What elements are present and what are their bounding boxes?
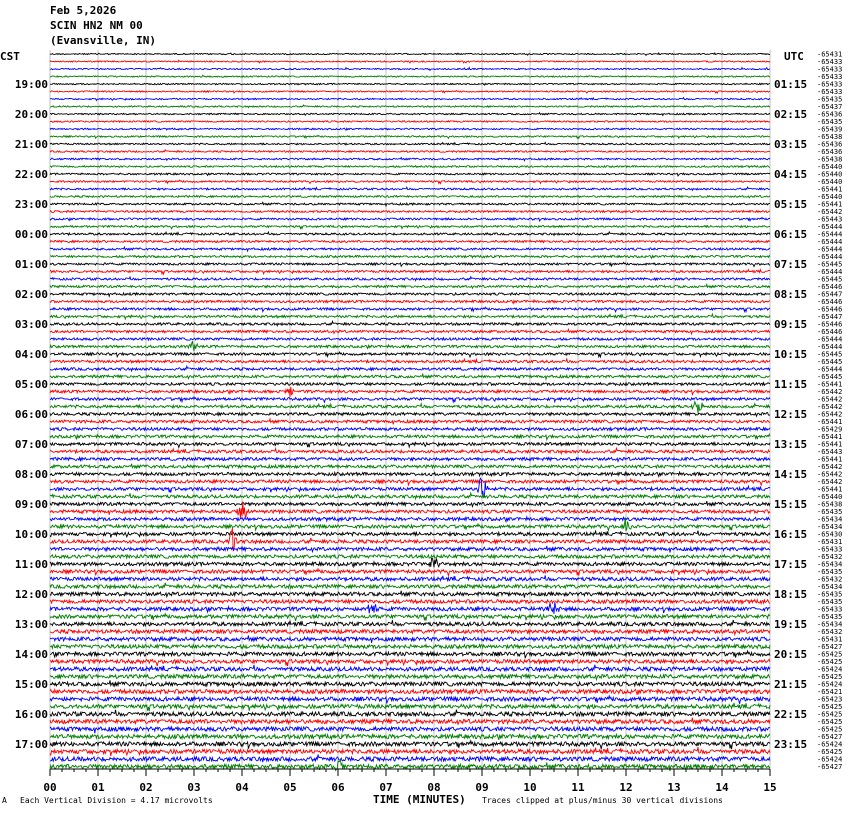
right-hour-label: 11:15	[774, 378, 808, 391]
station-code: SCIN HN2 NM 00	[50, 19, 143, 32]
trace-value-label: -65432	[817, 553, 843, 561]
trace-value-label: -65425	[817, 710, 843, 719]
trace-line	[50, 747, 770, 756]
trace-value-label: -65444	[817, 230, 843, 239]
trace-value-label: -65431	[817, 50, 843, 59]
trace-line	[50, 659, 770, 666]
trace-value-label: -65433	[817, 73, 843, 81]
trace-value-label: -65441	[817, 380, 843, 389]
trace-value-label: -65424	[817, 755, 843, 764]
trace-value-label: -65444	[817, 335, 843, 344]
trace-value-label: -65421	[817, 688, 843, 696]
left-hour-label: 10:00	[14, 528, 48, 541]
trace-value-label: -65423	[817, 695, 843, 704]
left-hour-label: 02:00	[14, 288, 48, 301]
trace-value-label: -65438	[817, 500, 843, 509]
trace-line	[50, 270, 770, 274]
trace-line	[50, 196, 770, 198]
trace-line	[50, 113, 770, 116]
trace-value-label: -65445	[817, 373, 843, 381]
trace-line	[50, 173, 770, 176]
trace-value-label: -65434	[817, 515, 843, 524]
trace-line	[50, 218, 770, 222]
trace-value-label: -65445	[817, 275, 843, 284]
right-hour-label: 05:15	[774, 198, 808, 211]
trace-value-label: -65442	[817, 208, 843, 216]
trace-value-label: -65440	[817, 163, 843, 171]
trace-line	[50, 383, 770, 386]
trace-line	[50, 665, 770, 672]
trace-line	[50, 630, 770, 635]
trace-line	[50, 620, 770, 627]
trace-value-label: -65435	[817, 613, 843, 621]
right-hour-label: 14:15	[774, 468, 808, 481]
trace-line	[50, 158, 770, 161]
trace-line	[50, 645, 770, 649]
left-hour-label: 17:00	[14, 738, 48, 751]
trace-value-label: -65439	[817, 125, 843, 134]
trace-value-label: -65443	[817, 215, 843, 224]
trace-value-label: -65424	[817, 665, 843, 674]
trace-line	[50, 680, 770, 688]
right-hour-label: 06:15	[774, 228, 808, 241]
trace-value-label: -65425	[817, 650, 843, 659]
x-tick-label: 11	[571, 781, 585, 794]
trace-value-label: -65436	[817, 140, 843, 149]
trace-value-label: -65433	[817, 65, 843, 74]
right-hour-label: 18:15	[774, 588, 808, 601]
left-hour-label: 06:00	[14, 408, 48, 421]
trace-line	[50, 247, 770, 251]
trace-line	[50, 458, 770, 462]
right-hour-label: 01:15	[774, 78, 808, 91]
trace-value-label: -65445	[817, 358, 843, 366]
trace-line	[50, 575, 770, 580]
x-tick-label: 07	[379, 781, 393, 794]
trace-line	[50, 636, 770, 643]
trace-line	[50, 352, 770, 357]
left-hour-label: 20:00	[14, 108, 48, 121]
right-hour-label: 08:15	[774, 288, 808, 301]
left-hour-label: 11:00	[14, 558, 48, 571]
trace-line	[50, 555, 770, 558]
corner-mark: A	[2, 796, 7, 805]
trace-value-label: -65441	[817, 200, 843, 209]
trace-value-label: -65429	[817, 425, 843, 434]
right-time-labels	[774, 78, 807, 751]
trace-line	[50, 293, 770, 296]
x-tick-label: 04	[235, 781, 249, 794]
trace-value-label: -65431	[817, 635, 843, 644]
trace-line	[50, 479, 770, 485]
right-timezone-label: UTC	[784, 50, 804, 63]
right-hour-label: 23:15	[774, 738, 808, 751]
trace-value-label: -65425	[817, 703, 843, 711]
trace-value-label: -65424	[817, 680, 843, 689]
trace-value-label: -65445	[817, 260, 843, 269]
left-hour-label: 22:00	[14, 168, 48, 181]
trace-line	[50, 142, 770, 144]
trace-value-label: -65425	[817, 748, 843, 756]
trace-value-label: -65441	[817, 455, 843, 464]
right-hour-label: 12:15	[774, 408, 808, 421]
right-hour-label: 15:15	[774, 498, 808, 511]
trace-line	[50, 518, 770, 531]
clip-note: Traces clipped at plus/minus 30 vertical divisions	[482, 796, 723, 805]
trace-line	[50, 285, 770, 289]
trace-value-label: -65424	[817, 740, 843, 749]
trace-values	[817, 51, 842, 772]
left-hour-label: 12:00	[14, 588, 48, 601]
trace-value-label: -65432	[817, 628, 843, 636]
trace-value-label: -65435	[817, 95, 843, 104]
trace-line	[50, 300, 770, 303]
right-hour-label: 19:15	[774, 618, 808, 631]
x-tick-label: 13	[667, 781, 681, 794]
trace-value-label: -65445	[817, 350, 843, 359]
left-hour-label: 05:00	[14, 378, 48, 391]
trace-line	[50, 98, 770, 101]
left-hour-label: 04:00	[14, 348, 48, 361]
trace-value-label: -65446	[817, 298, 843, 306]
trace-value-label: -65440	[817, 193, 843, 201]
trace-line	[50, 211, 770, 213]
trace-line	[50, 91, 770, 94]
left-hour-label: 08:00	[14, 468, 48, 481]
left-hour-label: 07:00	[14, 438, 48, 451]
trace-line	[50, 434, 770, 439]
trace-value-label: -65437	[817, 103, 843, 111]
trace-line	[50, 255, 770, 258]
trace-value-label: -65440	[817, 178, 843, 186]
trace-line	[50, 472, 770, 476]
trace-line	[50, 428, 770, 431]
trace-line	[50, 232, 770, 236]
trace-line	[50, 262, 770, 266]
trace-line	[50, 374, 770, 379]
x-tick-label: 14	[715, 781, 729, 794]
trace-line	[50, 710, 770, 717]
trace-line	[50, 68, 770, 71]
trace-line	[50, 501, 770, 506]
x-tick-label: 06	[331, 781, 345, 794]
trace-line	[50, 307, 770, 312]
right-hour-label: 22:15	[774, 708, 808, 721]
trace-value-label: -65433	[817, 58, 843, 66]
trace-value-label: -65442	[817, 403, 843, 411]
trace-line	[50, 150, 770, 153]
right-hour-label: 09:15	[774, 318, 808, 331]
right-hour-label: 21:15	[774, 678, 808, 691]
x-tick-label: 00	[43, 781, 57, 794]
trace-value-label: -65441	[817, 440, 843, 449]
trace-line	[50, 689, 770, 695]
left-hour-label: 16:00	[14, 708, 48, 721]
trace-value-label: -65442	[817, 410, 843, 419]
left-hour-label: 15:00	[14, 678, 48, 691]
trace-value-label: -65425	[817, 725, 843, 734]
trace-line	[50, 387, 770, 397]
trace-line	[50, 727, 770, 733]
trace-line	[50, 614, 770, 621]
trace-value-label: -65442	[817, 463, 843, 471]
trace-line	[50, 493, 770, 499]
trace-line	[50, 241, 770, 244]
trace-value-label: -65427	[817, 763, 843, 771]
trace-line	[50, 53, 770, 56]
trace-value-label: -65436	[817, 110, 843, 119]
trace-value-label: -65443	[817, 448, 843, 456]
trace-value-label: -65433	[817, 605, 843, 614]
trace-value-label: -65441	[817, 185, 843, 194]
trace-value-label: -65434	[817, 523, 843, 531]
x-tick-label: 02	[139, 781, 153, 794]
right-hour-label: 07:15	[774, 258, 808, 271]
trace-line	[50, 464, 770, 470]
x-axis	[43, 769, 776, 794]
trace-line	[50, 180, 770, 184]
trace-value-label: -65435	[817, 590, 843, 599]
trace-value-label: -65442	[817, 395, 843, 404]
trace-value-label: -65436	[817, 148, 843, 156]
trace-value-label: -65433	[817, 80, 843, 89]
trace-line	[50, 734, 770, 740]
trace-value-label: -65427	[817, 643, 843, 651]
trace-line	[50, 546, 770, 553]
trace-line	[50, 321, 770, 325]
trace-value-label: -65444	[817, 343, 843, 351]
trace-line	[50, 754, 770, 762]
trace-line	[50, 329, 770, 334]
trace-line	[50, 675, 770, 680]
trace-line	[50, 226, 770, 229]
x-tick-label: 15	[763, 781, 777, 794]
trace-line	[50, 741, 770, 749]
right-hour-label: 13:15	[774, 438, 808, 451]
left-hour-label: 00:00	[14, 228, 48, 241]
right-hour-label: 03:15	[774, 138, 808, 151]
trace-line	[50, 517, 770, 522]
right-hour-label: 10:15	[774, 348, 808, 361]
plot-date: Feb 5,2026	[50, 4, 117, 17]
trace-value-label: -65435	[817, 568, 843, 576]
x-tick-label: 08	[427, 781, 441, 794]
left-hour-label: 23:00	[14, 198, 48, 211]
right-hour-label: 02:15	[774, 108, 808, 121]
trace-value-label: -65446	[817, 305, 843, 314]
trace-value-label: -65447	[817, 313, 843, 321]
trace-value-label: -65444	[817, 365, 843, 374]
trace-value-label: -65425	[817, 673, 843, 681]
trace-value-label: -65441	[817, 485, 843, 494]
trace-value-label: -65442	[817, 478, 843, 486]
trace-line	[50, 448, 770, 453]
trace-line	[50, 531, 770, 538]
trace-line	[50, 135, 770, 138]
left-timezone-label: CST	[0, 50, 20, 63]
left-hour-label: 21:00	[14, 138, 48, 151]
trace-line	[50, 569, 770, 576]
trace-value-label: -65440	[817, 170, 843, 179]
trace-value-label: -65446	[817, 283, 843, 291]
trace-value-label: -65444	[817, 238, 843, 246]
trace-line	[50, 121, 770, 122]
x-tick-label: 12	[619, 781, 633, 794]
trace-value-label: -65427	[817, 733, 843, 741]
trace-line	[50, 75, 770, 77]
trace-value-label: -65435	[817, 118, 843, 126]
trace-value-label: -65438	[817, 155, 843, 164]
trace-value-label: -65435	[817, 508, 843, 516]
trace-line	[50, 83, 770, 85]
trace-line	[50, 128, 770, 130]
trace-value-label: -65432	[817, 575, 843, 584]
trace-value-label: -65440	[817, 493, 843, 501]
x-axis-title: TIME (MINUTES)	[373, 793, 466, 806]
trace-line	[50, 314, 770, 319]
trace-value-label: -65431	[817, 538, 843, 546]
trace-value-label: -65441	[817, 433, 843, 441]
trace-value-label: -65433	[817, 88, 843, 96]
trace-value-label: -65434	[817, 560, 843, 569]
trace-value-label: -65446	[817, 328, 843, 336]
trace-line	[50, 703, 770, 711]
right-hour-label: 17:15	[774, 558, 808, 571]
trace-value-label: -65435	[817, 598, 843, 606]
trace-value-label: -65444	[817, 253, 843, 261]
trace-value-label: -65434	[817, 620, 843, 629]
trace-line	[50, 419, 770, 425]
trace-value-label: -65442	[817, 470, 843, 479]
trace-line	[50, 718, 770, 725]
station-location: (Evansville, IN)	[50, 34, 156, 47]
right-hour-label: 04:15	[774, 168, 808, 181]
trace-value-label: -65425	[817, 658, 843, 666]
trace-line	[50, 600, 770, 604]
trace-line	[50, 187, 770, 190]
left-time-labels	[15, 78, 48, 751]
trace-value-label: -65433	[817, 545, 843, 554]
trace-line	[50, 397, 770, 402]
left-hour-label: 13:00	[14, 618, 48, 631]
left-hour-label: 01:00	[14, 258, 48, 271]
right-hour-label: 16:15	[774, 528, 808, 541]
left-hour-label: 14:00	[14, 648, 48, 661]
trace-line	[50, 60, 770, 63]
trace-value-label: -65434	[817, 583, 843, 591]
trace-line	[50, 443, 770, 448]
right-hour-label: 20:15	[774, 648, 808, 661]
trace-value-label: -65447	[817, 290, 843, 299]
x-tick-label: 05	[283, 781, 297, 794]
trace-value-label: -65430	[817, 530, 843, 539]
left-hour-label: 19:00	[14, 78, 48, 91]
x-tick-label: 01	[91, 781, 105, 794]
trace-line	[50, 651, 770, 658]
trace-line	[50, 413, 770, 417]
x-tick-label: 10	[523, 781, 537, 794]
trace-value-label: -65438	[817, 133, 843, 141]
trace-line	[50, 338, 770, 340]
trace-value-label: -65444	[817, 268, 843, 276]
left-hour-label: 09:00	[14, 498, 48, 511]
trace-line	[50, 341, 770, 351]
left-hour-label: 03:00	[14, 318, 48, 331]
trace-value-label: -65444	[817, 245, 843, 254]
trace-line	[50, 277, 770, 281]
trace-value-label: -65442	[817, 388, 843, 396]
scale-note: Each Vertical Division = 4.17 microvolts	[20, 796, 213, 805]
trace-line	[50, 366, 770, 371]
trace-line	[50, 591, 770, 598]
trace-line	[50, 359, 770, 363]
seismic-traces	[50, 53, 770, 771]
trace-line	[50, 696, 770, 704]
trace-line	[50, 583, 770, 589]
trace-line	[50, 166, 770, 168]
trace-value-label: -65441	[817, 418, 843, 426]
trace-value-label: -65425	[817, 718, 843, 726]
trace-line	[50, 202, 770, 206]
trace-value-label: -65444	[817, 223, 843, 231]
trace-line	[50, 105, 770, 108]
trace-line	[50, 558, 770, 567]
x-tick-label: 03	[187, 781, 201, 794]
x-tick-label: 09	[475, 781, 489, 794]
trace-value-label: -65446	[817, 320, 843, 329]
trace-line	[50, 402, 770, 414]
